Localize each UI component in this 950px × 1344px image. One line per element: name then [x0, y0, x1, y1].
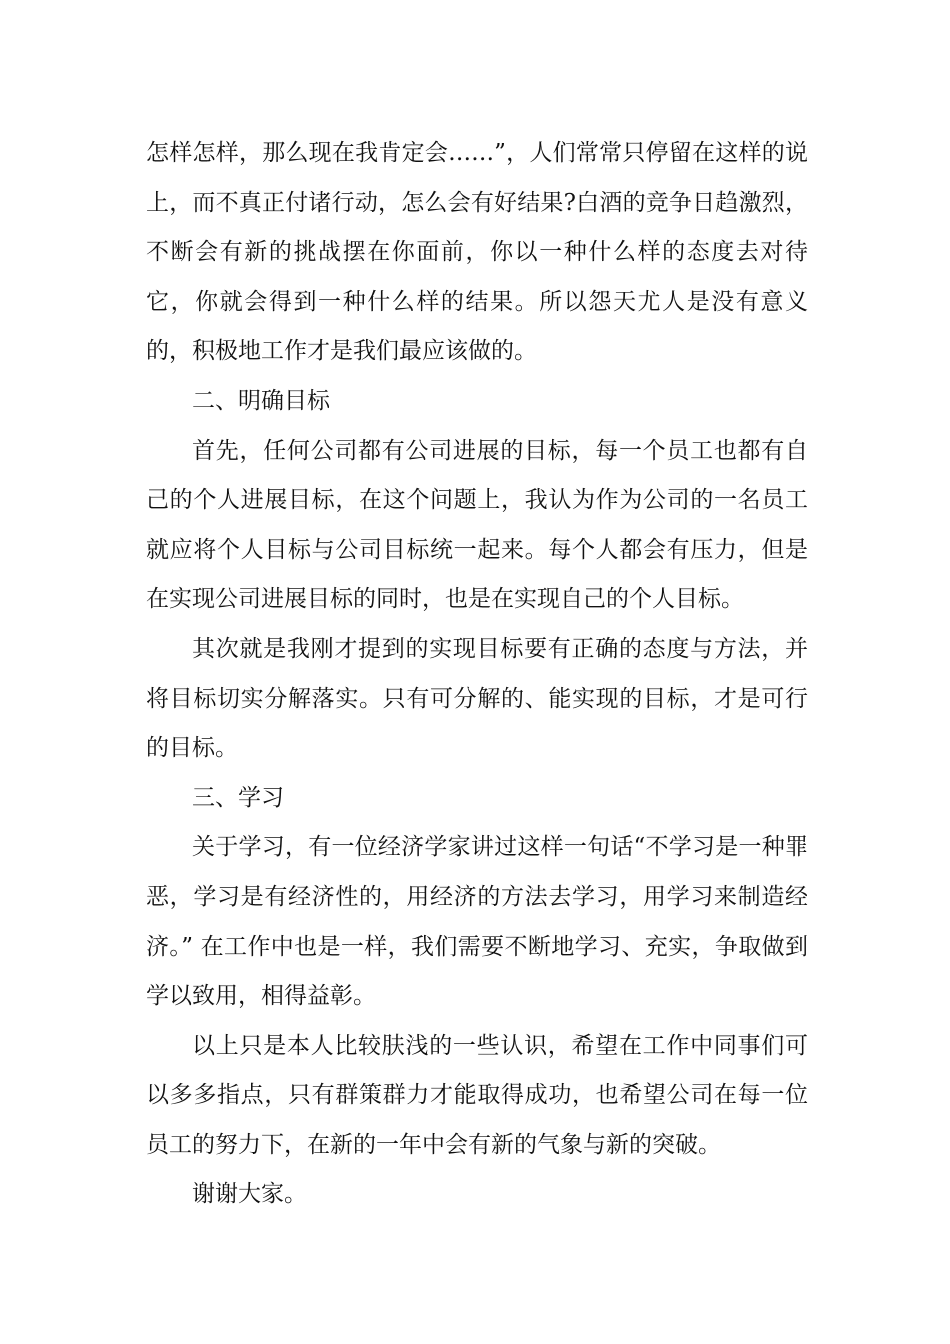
document-body	[146, 129, 808, 1220]
paragraph-conclusion: 以上只是本人比较肤浅的一些认识，希望在工作中同事们可以多多指点，只有群策群力才能取得成功，也希望公司在每一位员工的努力下，在新的一年中会有新的气象与新的突破。	[146, 1032, 808, 1158]
paragraph-continued: 怎样怎样，那么现在我肯定会……”，人们常常只停留在这样的说上，而不真正付诸行动，怎么会有好结果?白酒的竞争日趋激烈，不断会有新的挑战摆在你面前，你以一种什么样的态度去对待它，你就会得到一种什么样的结果。所以怨天尤人是没有意义的，积极地工作才是我们最应该做的。	[146, 140, 808, 365]
paragraph-thanks: 谢谢大家。	[192, 1181, 307, 1208]
section-heading-learning: 三、学习	[192, 784, 284, 811]
section-heading-goals: 二、明确目标	[192, 387, 330, 414]
paragraph-goals-first: 首先，任何公司都有公司进展的目标，每一个员工也都有自己的个人进展目标，在这个问题上，我认为作为公司的一名员工就应将个人目标与公司目标统一起来。每个人都会有压力，但是在实现公司进展目标的同时，也是在实现自己的个人目标。	[146, 437, 808, 613]
paragraph-learning: 关于学习，有一位经济学家讲过这样一句话“不学习是一种罪恶，学习是有经济性的，用经济的方法去学习，用学习来制造经济。” 在工作中也是一样，我们需要不断地学习、充实，争取做到学以致用，相得益彰。	[146, 834, 808, 1010]
paragraph-goals-second: 其次就是我刚才提到的实现目标要有正确的态度与方法，并将目标切实分解落实。只有可分解的、能实现的目标，才是可行的目标。	[146, 635, 808, 762]
